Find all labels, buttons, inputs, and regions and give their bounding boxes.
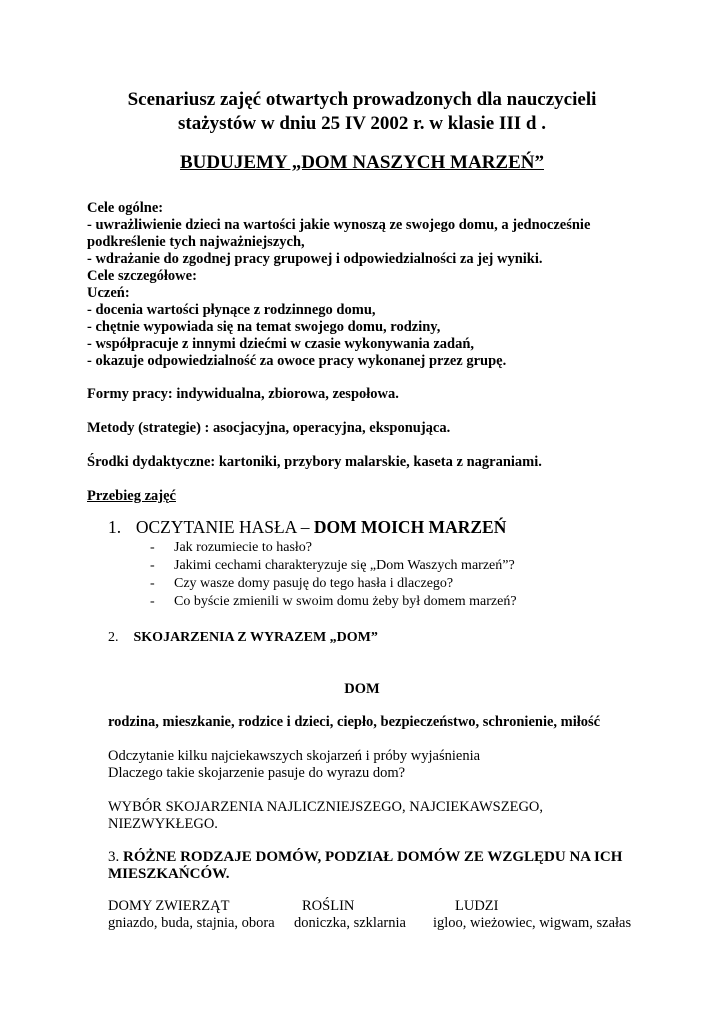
column-items-animals: gniazdo, buda, stajnia, obora [108, 915, 275, 931]
association-note-1: Odczytanie kilku najciekawszych skojarzeń i próby wyjaśnienia [108, 748, 481, 764]
title-line-1: Scenariusz zajęć otwartych prowadzonych dla nauczycieli [127, 89, 597, 110]
association-choice-2: NIEZWYKŁEGO. [108, 816, 218, 832]
step-1-heading [108, 517, 506, 538]
step-1-question: - Czy wasze domy pasuję do tego hasła i dlaczego? [150, 576, 454, 591]
bullet-dash: - [150, 540, 155, 555]
step-2-heading [108, 630, 378, 646]
student-heading: Uczeń: [87, 285, 130, 301]
step-3-heading [108, 849, 622, 866]
general-goal-1b: podkreślenie tych najważniejszych, [87, 234, 305, 250]
general-goal-2: - wdrażanie do zgodnej pracy grupowej i odpowiedzialności za jej wyniki. [87, 251, 543, 267]
specific-goals-heading: Cele szczegółowe: [87, 268, 197, 284]
column-header-plants: ROŚLIN [302, 898, 355, 914]
specific-goal: - okazuje odpowiedzialność za owoce pracy wykonanej przez grupę. [87, 353, 507, 369]
association-note-2: Dlaczego takie skojarzenie pasuje do wyrazu dom? [108, 765, 406, 781]
specific-goal: - docenia wartości płynące z rodzinnego domu, [87, 302, 376, 318]
bullet-dash: - [150, 558, 155, 573]
step-3-label-2: MIESZKAŃCÓW. [108, 866, 230, 882]
association-choice-1: WYBÓR SKOJARZENIA NAJLICZNIEJSZEGO, NAJCIEKAWSZEGO, [108, 799, 544, 815]
course-heading: Przebieg zajęć [87, 488, 176, 504]
step-1-label: OCZYTANIE HASŁA – [135, 517, 314, 537]
general-goal-1a: - uwrażliwienie dzieci na wartości jakie wynoszą ze swojego domu, a jednocześnie [87, 217, 591, 233]
step-1-label-bold: DOM MOICH MARZEŃ [313, 517, 507, 537]
work-forms: Formy pracy: indywidualna, zbiorowa, zespołowa. [87, 386, 399, 402]
specific-goal: - chętnie wypowiada się na temat swojego domu, rodziny, [87, 319, 441, 335]
step-1-question: - Jak rozumiecie to hasło? [150, 540, 313, 555]
didactic-means: Środki dydaktyczne: kartoniki, przybory malarskie, kaseta z nagraniami. [87, 454, 542, 470]
step-2-label: SKOJARZENIA Z WYRAZEM „DOM” [133, 630, 378, 645]
step-1-number: 1. [108, 517, 122, 537]
general-goals-heading: Cele ogólne: [87, 200, 164, 216]
bullet-dash: - [150, 594, 155, 609]
associations: rodzina, mieszkanie, rodzice i dzieci, ciepło, bezpieczeństwo, schronienie, miłość [108, 714, 601, 730]
column-items-people: igloo, wieżowiec, wigwam, szałas [433, 915, 632, 931]
title-line-2: stażystów w dniu 25 IV 2002 r. w klasie III d . [178, 113, 546, 134]
step-1-question: - Jakimi cechami charakteryzuje się „Dom Waszych marzeń”? [150, 558, 515, 573]
column-header-animals: DOMY ZWIERZĄT [108, 898, 230, 914]
methods: Metody (strategie) : asocjacyjna, operacyjna, eksponująca. [87, 420, 451, 436]
step-2-number: 2. [108, 630, 119, 645]
step-3-number: 3. [108, 849, 123, 865]
bullet-dash: - [150, 576, 155, 591]
column-header-people: LUDZI [455, 898, 499, 914]
column-items-plants: doniczka, szklarnia [294, 915, 406, 931]
main-title: BUDUJEMY „DOM NASZYCH MARZEŃ” [180, 152, 544, 173]
step-3-label: RÓŻNE RODZAJE DOMÓW, PODZIAŁ DOMÓW ZE WZGLĘDU NA ICH [123, 849, 623, 865]
specific-goal: - współpracuje z innymi dziećmi w czasie wykonywania zadań, [87, 336, 475, 352]
dom-word: DOM [344, 681, 380, 697]
step-1-question: - Co byście zmienili w swoim domu żeby był domem marzeń? [150, 594, 517, 609]
